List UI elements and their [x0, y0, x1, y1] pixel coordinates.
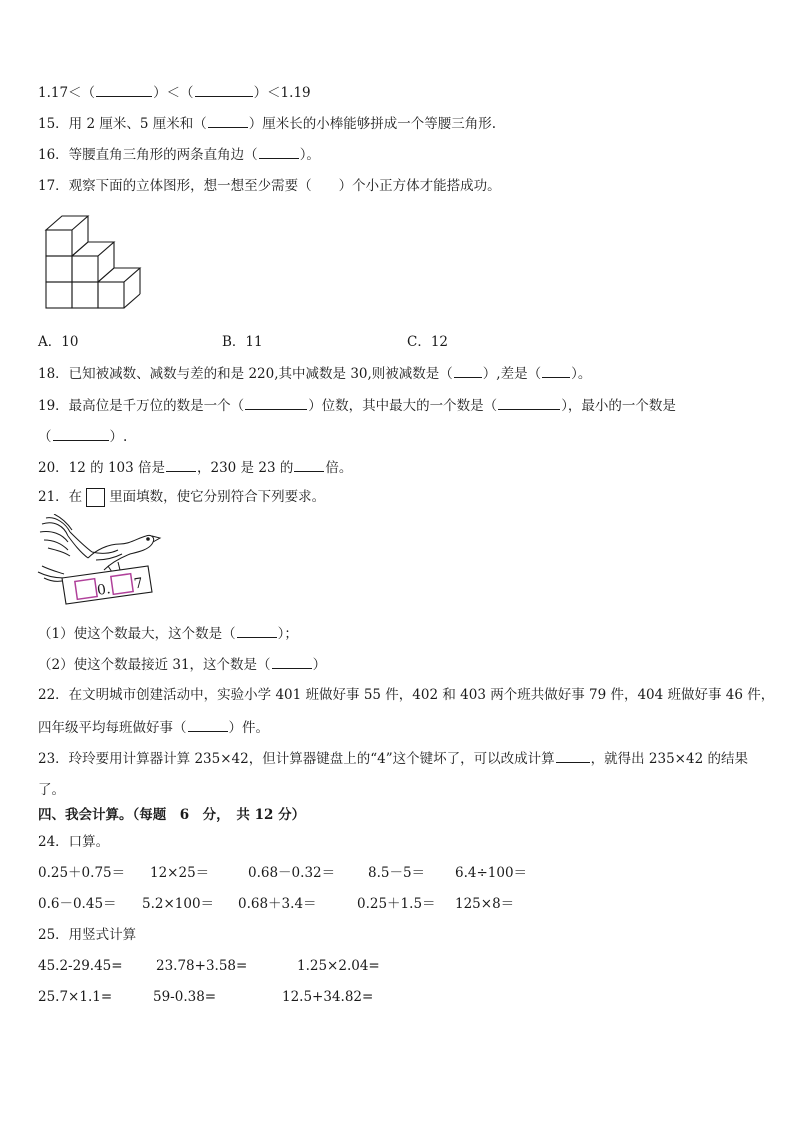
- q22-line-2: [38, 718, 269, 737]
- q22-part-b: ）件。: [228, 720, 269, 736]
- q16-line: [38, 145, 320, 164]
- q15-line: [38, 114, 496, 133]
- q19-blank-2[interactable]: [498, 396, 560, 410]
- q20-part-a: 20．12 的 103 倍是: [38, 460, 165, 476]
- q21-blank-1[interactable]: [237, 624, 277, 638]
- q18-part-a: 18．已知被减数、减数与差的和是 220,其中减数是 30,则被减数是（: [38, 366, 453, 382]
- q24-r1-c4: 8.5－5＝: [368, 865, 426, 881]
- q20-line: [38, 458, 352, 477]
- q18-blank-1[interactable]: [454, 364, 482, 378]
- q17-option-c[interactable]: C．12: [407, 334, 449, 350]
- q14-line: [38, 83, 311, 102]
- q21-sub-1: [38, 624, 298, 643]
- q24-r1-c3: 0.68－0.32＝: [248, 865, 336, 881]
- q21-sub1-a: （1）使这个数最大，这个数是（: [38, 626, 236, 642]
- q18-blank-2[interactable]: [542, 364, 570, 378]
- q21-square-box: [86, 488, 105, 507]
- q24-r1-c2: 12×25＝: [150, 865, 210, 881]
- q21-sub2-b: ）: [312, 657, 327, 673]
- q20-blank-1[interactable]: [166, 458, 196, 472]
- q24-title: 24．口算。: [38, 834, 110, 850]
- q14-part-c: ）＜1.19: [253, 85, 311, 101]
- q19-part-c: ），最小的一个数是: [561, 398, 676, 414]
- q19-part-b: ）位数，其中最大的一个数是（: [308, 398, 498, 414]
- q25-r2-c2: 59-0.38=: [153, 989, 217, 1005]
- q24-r1-c1: 0.25＋0.75＝: [38, 865, 126, 881]
- q16-part-b: ）。: [299, 147, 320, 163]
- q24-r2-c3: 0.68＋3.4＝: [238, 896, 317, 912]
- q21-blank-2[interactable]: [272, 655, 312, 669]
- q20-part-b: ，230 是 23 的: [197, 460, 294, 476]
- card-end-text: 7: [132, 575, 144, 593]
- q17-option-a[interactable]: A．10: [38, 334, 79, 350]
- q25-r2-c1: 25.7×1.1=: [38, 989, 113, 1005]
- q14-part-b: ）＜（: [153, 85, 194, 101]
- q16-part-a: 16．等腰直角三角形的两条直角边（: [38, 147, 258, 163]
- q19-part-d: （: [38, 429, 52, 445]
- q24-r2-c1: 0.6－0.45＝: [38, 896, 117, 912]
- q15-part-a: 15．用 2 厘米、5 厘米和（: [38, 116, 207, 132]
- q21-line: [38, 488, 325, 507]
- q23-line-1: [38, 749, 748, 768]
- q21-part-b: 里面填数，使它分别符合下列要求。: [109, 489, 326, 505]
- q17-option-b[interactable]: B．11: [222, 334, 263, 350]
- eagle-card-illustration: [34, 514, 174, 614]
- q15-part-b: ）厘米长的小棒能够拼成一个等腰三角形.: [248, 116, 497, 132]
- q23-part-b: ，就得出 235×42 的结果: [590, 751, 748, 767]
- q18-line: [38, 364, 591, 383]
- q24-r2-c4: 0.25＋1.5＝: [357, 896, 436, 912]
- q19-blank-1[interactable]: [245, 396, 307, 410]
- q22-blank[interactable]: [188, 718, 228, 732]
- q17-question: 17．观察下面的立体图形，想一想至少需要（ ）个小正方体才能搭成功。: [38, 178, 501, 194]
- q21-sub1-b: ）；: [277, 626, 298, 642]
- q22-part-a: 四年级平均每班做好事（: [38, 720, 187, 736]
- q25-r1-c1: 45.2-29.45=: [38, 958, 123, 974]
- q25-title: 25．用竖式计算: [38, 927, 137, 943]
- q16-blank[interactable]: [259, 145, 299, 159]
- q24-r2-c5: 125×8＝: [455, 896, 515, 912]
- q18-part-c: ）。: [571, 366, 592, 382]
- q19-part-a: 19．最高位是千万位的数是一个（: [38, 398, 245, 414]
- q22-line-1: 22．在文明城市创建活动中，实验小学 401 班做好事 55 件，402 和 403 两个班共做好事 79 件，404 班做好事 46 件，: [38, 687, 775, 703]
- q23-blank[interactable]: [556, 749, 590, 763]
- q19-part-e: ）.: [109, 429, 128, 445]
- q14-blank-2[interactable]: [195, 83, 253, 97]
- q14-part-a: 1.17＜（: [38, 85, 96, 101]
- q24-r2-c2: 5.2×100＝: [142, 896, 215, 912]
- q23-line-2: 了。: [38, 782, 65, 798]
- q15-blank[interactable]: [208, 114, 248, 128]
- q20-blank-2[interactable]: [294, 458, 324, 472]
- card-middle-text: 0.: [96, 581, 112, 599]
- q25-r1-c3: 1.25×2.04=: [297, 958, 380, 974]
- q19-blank-3[interactable]: [53, 427, 109, 441]
- section-4-heading: 四、我会计算。（每题 6 分， 共 12 分）: [38, 807, 306, 823]
- q25-r1-c2: 23.78+3.58=: [156, 958, 248, 974]
- q21-part-a: 21．在: [38, 489, 83, 505]
- q21-sub2-a: （2）使这个数最接近 31，这个数是（: [38, 657, 271, 673]
- q23-part-a: 23．玲玲要用计算器计算 235×42，但计算器键盘上的“4”这个键坏了，可以改成计算: [38, 751, 555, 767]
- q19-line-1: [38, 396, 676, 415]
- q24-r1-c5: 6.4÷100＝: [455, 865, 528, 881]
- stacked-cubes-figure: [40, 206, 162, 316]
- q14-blank-1[interactable]: [96, 83, 152, 97]
- q18-part-b: ）,差是（: [482, 366, 542, 382]
- q19-line-2: [38, 427, 127, 446]
- q20-part-c: 倍。: [325, 460, 353, 476]
- q25-r2-c3: 12.5+34.82=: [282, 989, 374, 1005]
- q21-sub-2: [38, 655, 326, 674]
